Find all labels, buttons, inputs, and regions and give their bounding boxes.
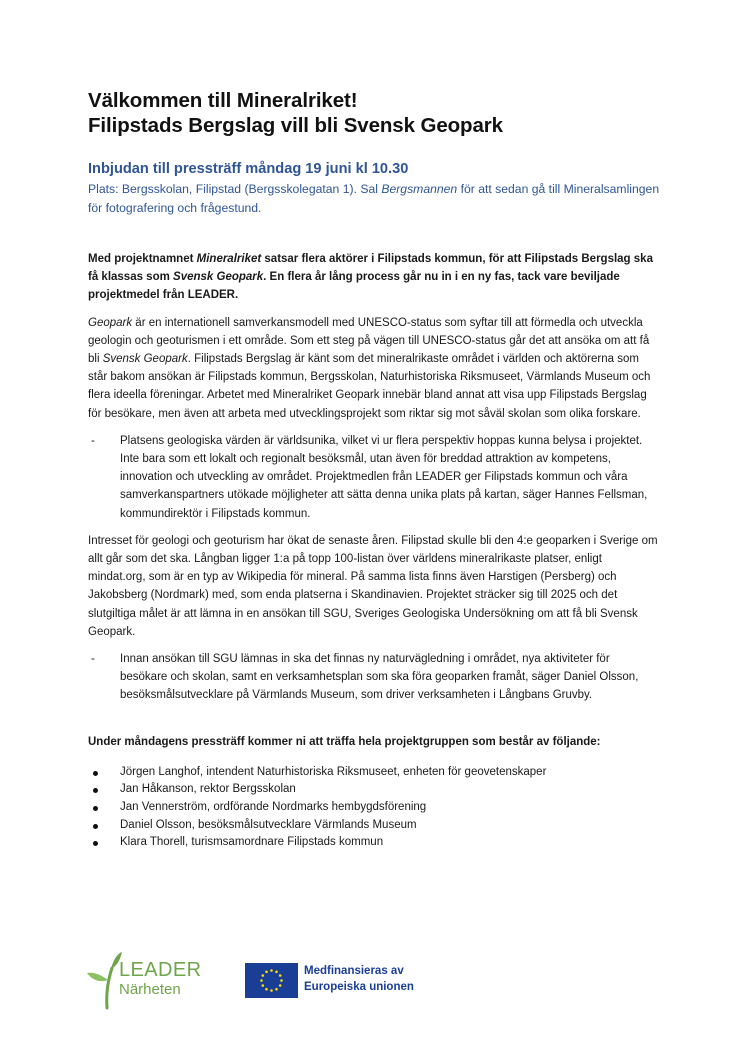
quote-fellsman: - Platsens geologiska värden är världsunika, vilket vi ur flera perspektiv hoppas kunna belysa i projektet. Inte bara som ett lokalt och regionalt besöksmål, utan även för breddad attraktion av kompetens, innovation och utveckling av området. Projektmedlen från LEADER ger Filipstads kommun och våra samverkanspartners utökade möjligheter att sätta denna unika plats på kartan, säger Hannes Fellsman, kommundirektör i Filipstads kommun. [88, 432, 660, 523]
document-page [88, 88, 660, 852]
invitation-place: Plats: Bergsskolan, Filipstad (Bergsskolegatan 1). Sal Bergsmannen för att sedan gå till Mineralsamlingen för fotografering och frågestund. [88, 182, 660, 215]
bullet-icon [93, 788, 98, 793]
list-item: Daniel Olsson, besöksmålsutvecklare Värmlands Museum [88, 817, 660, 835]
list-item: Jan Vennerström, ordförande Nordmarks hembygdsförening [88, 799, 660, 817]
room-name: Bergsmannen [381, 182, 458, 196]
intro-paragraph: Med projektnamnet Mineralriket satsar flera aktörer i Filipstads kommun, för att Filipstads Bergslag ska få klassas som Svensk Geopark. En flera år lång process går nu in i en ny fas, tack vare beviljade projektmedel från LEADER. [88, 253, 653, 302]
list-item: Jörgen Langhof, intendent Naturhistoriska Riksmuseet, enheten för geovetenskaper [88, 764, 660, 782]
title-line-1: Välkommen till Mineralriket! [88, 89, 358, 112]
leader-name: LEADER [119, 959, 202, 981]
dash-marker: - [91, 434, 95, 447]
bullet-icon [93, 771, 98, 776]
page-title [88, 88, 660, 138]
team-heading: Under måndagens pressträff kommer ni att träffa hela projektgruppen som består av följande: [88, 735, 601, 748]
eu-funding-text [304, 963, 414, 995]
bullet-icon [93, 824, 98, 829]
dash-marker: - [91, 653, 95, 666]
team-list [88, 764, 660, 852]
sprout-icon [86, 950, 122, 1012]
bullet-icon [93, 806, 98, 811]
eu-line-1: Medfinansieras av [304, 965, 404, 977]
geopark-paragraph: Geopark är en internationell samverkansmodell med UNESCO-status som syftar till att förmedla och utveckla geologin och geoturismen i ett område. Som ett steg på vägen till UNESCO-status går det att ansöka om att få bli Svensk Geopark. Filipstads Bergslag är känt som det mineralrikaste området i världen och aktörerna som står bakom ansökan är Filipstads kommun, Bergsskolan, Naturhistoriska Riksmuseet, Värmlands Museum och flera ideella föreningar. Arbetet med Mineralriket Geopark innebär bland annat att visa upp Filipstads Bergslag för besökare, men även att arbeta med utvecklingsprojekt som riktar sig mot såväl skolan som olika forskare. [88, 316, 651, 420]
eu-flag-icon [245, 963, 298, 998]
footer-logos [86, 950, 446, 1014]
list-item: Jan Håkanson, rektor Bergsskolan [88, 781, 660, 799]
leader-region: Närheten [119, 981, 181, 998]
leader-logo [86, 950, 226, 1014]
eu-line-2: Europeiska unionen [304, 981, 414, 993]
quote-olsson: - Innan ansökan till SGU lämnas in ska det finnas ny naturvägledning i området, nya aktiviteter för besökare och skolan, samt en verksamhetsplan som ska föra geoparken framåt, säger Daniel Olsson, besöksmålsutvecklare på Värmlands Museum, som driver verksamheten i Långbans Gruvby. [88, 650, 660, 705]
bullet-icon [93, 841, 98, 846]
geotourism-paragraph: Intresset för geologi och geoturism har ökat de senaste åren. Filipstad skulle bli den 4:e geoparken i Sverige om allt går som det ska. Långban ligger 1:a på topp 100-listan över världens mineralrikaste platser, enligt mindat.org, som är en typ av Wikipedia för mineral. På samma lista finns även Harstigen (Persberg) och Jakobsberg (Nordmark) med, som enda platserna i Skandinavien. Projektet sträcker sig till 2025 och det slutgiltiga målet är att lämna in en ansökan till SGU, Sveriges Geologiska Undersökning om att få bli Svensk Geopark. [88, 534, 658, 638]
invitation-title: Inbjudan till pressträff måndag 19 juni kl 10.30 [88, 161, 409, 177]
list-item: Klara Thorell, turismsamordnare Filipstads kommun [88, 834, 660, 852]
title-line-2: Filipstads Bergslag vill bli Svensk Geopark [88, 114, 503, 137]
